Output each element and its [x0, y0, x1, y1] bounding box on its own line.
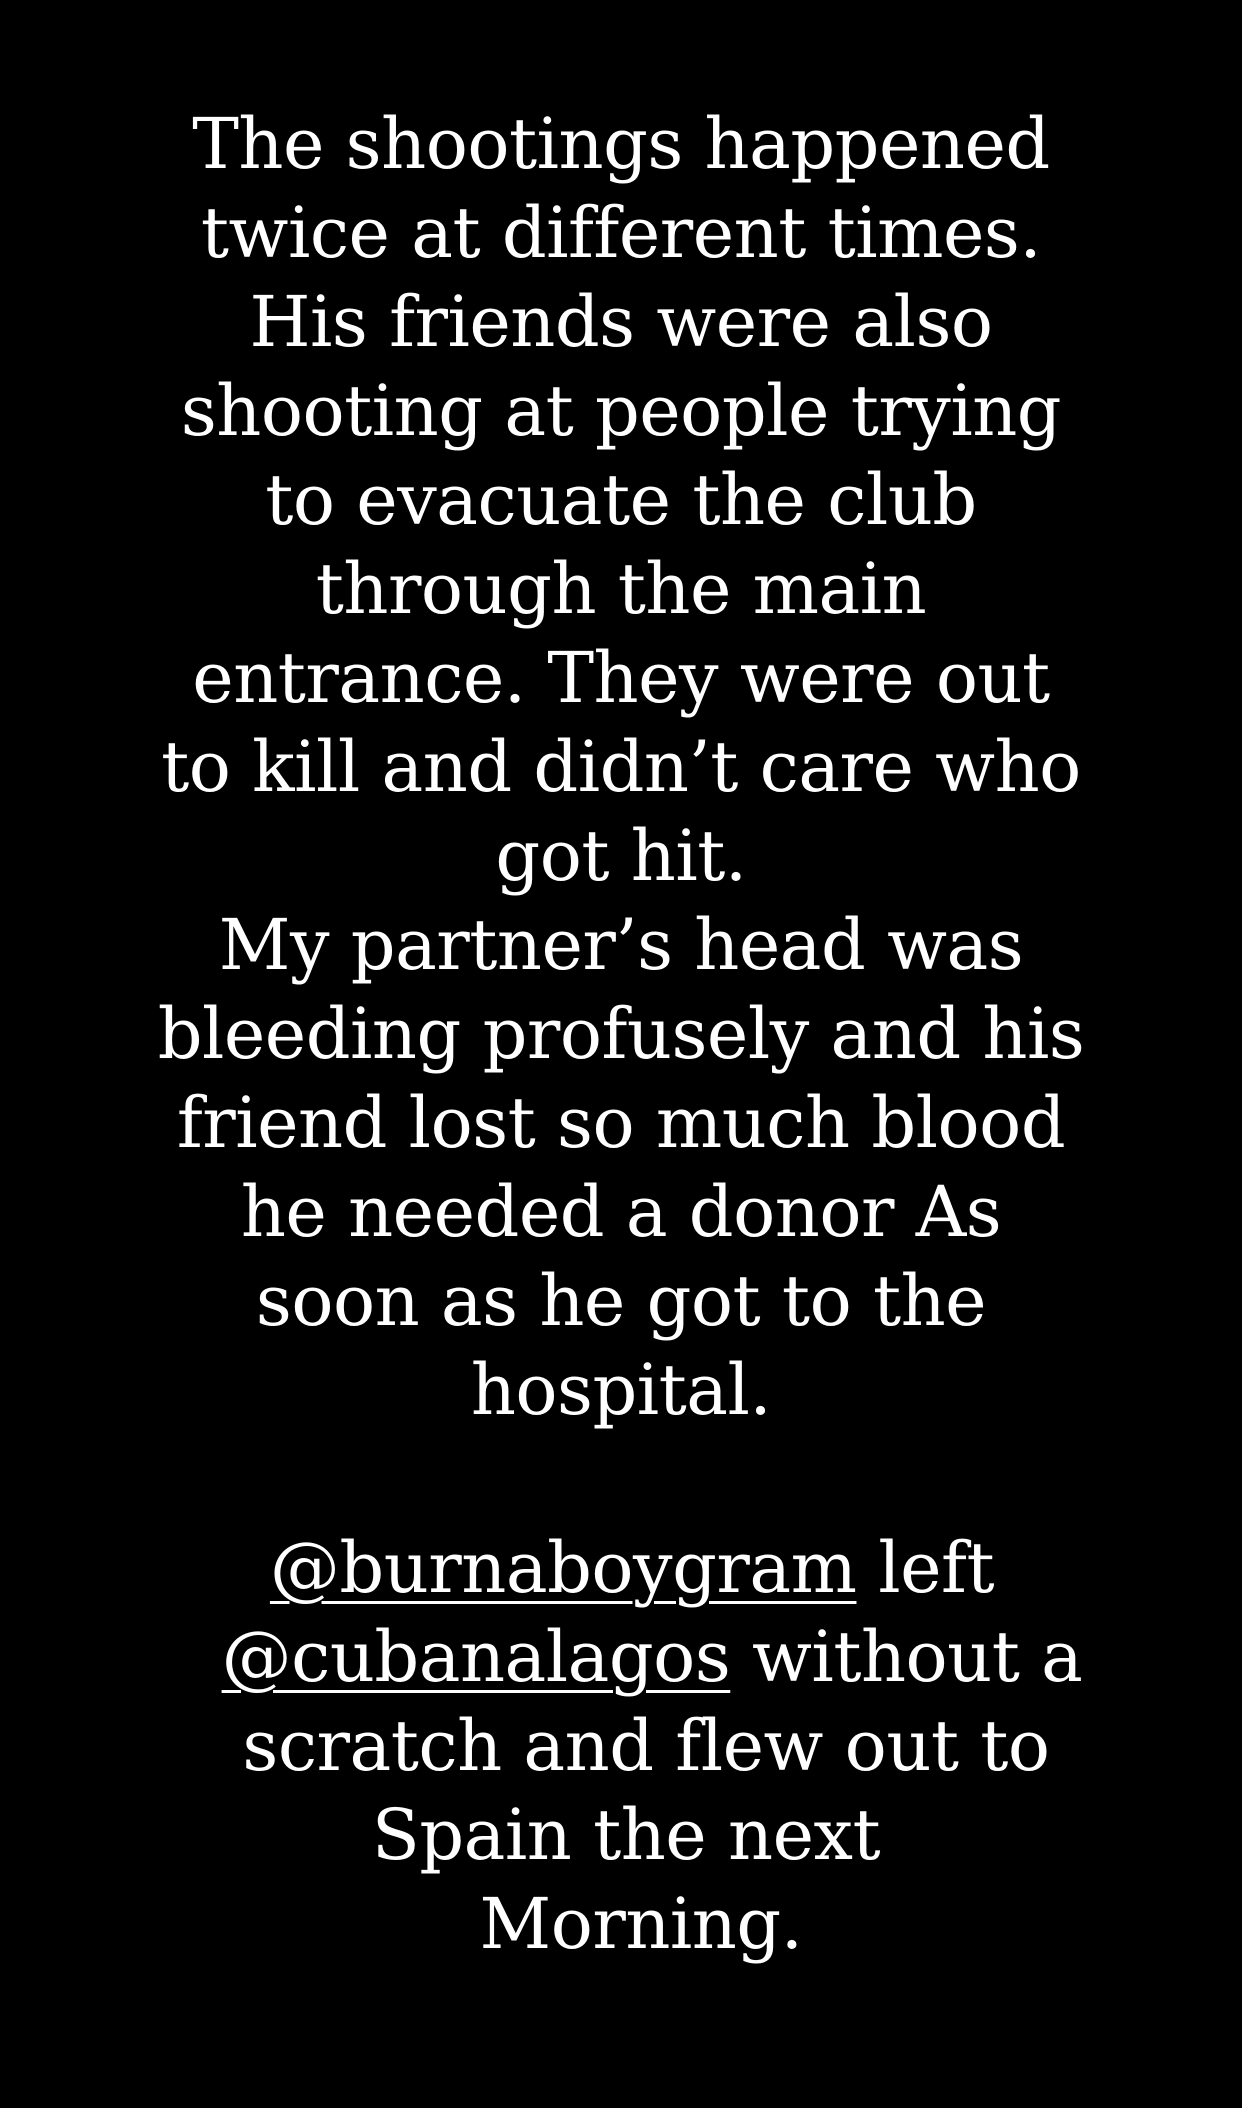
text-line: hospital. [470, 1349, 772, 1431]
paragraph-partner [0, 901, 1242, 1435]
text-line: to kill and didn’t care who [161, 726, 1081, 808]
text-line: bleeding profusely and his [157, 993, 1085, 1075]
text-line: My partner’s head was [218, 904, 1024, 986]
text-line: His friends were also [249, 281, 993, 363]
text-line: scratch and flew out to [242, 1705, 1050, 1787]
story-text [0, 100, 1242, 1969]
text-line: friend lost so much blood [176, 1082, 1066, 1164]
text-line: shooting at people trying [180, 370, 1062, 452]
text-line-mention-cubanalagos [0, 1613, 1242, 1702]
text-fragment: left [856, 1527, 995, 1609]
text-line: Spain the next [371, 1794, 881, 1876]
paragraph-spacer [0, 1435, 1242, 1524]
text-line: Morning. [479, 1883, 803, 1965]
paragraph-mentions [0, 1524, 1242, 1969]
text-line: got hit. [495, 815, 747, 897]
text-line: he needed a donor As [240, 1171, 1002, 1253]
mention-burnaboygram-link[interactable]: @burnaboygram [269, 1527, 857, 1609]
text-line-mention-burnaboygram [0, 1524, 1242, 1613]
text-fragment: without a [730, 1616, 1083, 1698]
text-line: through the main [315, 548, 927, 630]
paragraph-shootings [0, 100, 1242, 901]
text-line: entrance. They were out [192, 637, 1050, 719]
text-line: soon as he got to the [255, 1260, 987, 1342]
text-line: to evacuate the club [265, 459, 977, 541]
text-line: twice at different times. [200, 192, 1042, 274]
mention-cubanalagos-link[interactable]: @cubanalagos [221, 1616, 731, 1698]
text-line: The shootings happened [192, 103, 1050, 185]
